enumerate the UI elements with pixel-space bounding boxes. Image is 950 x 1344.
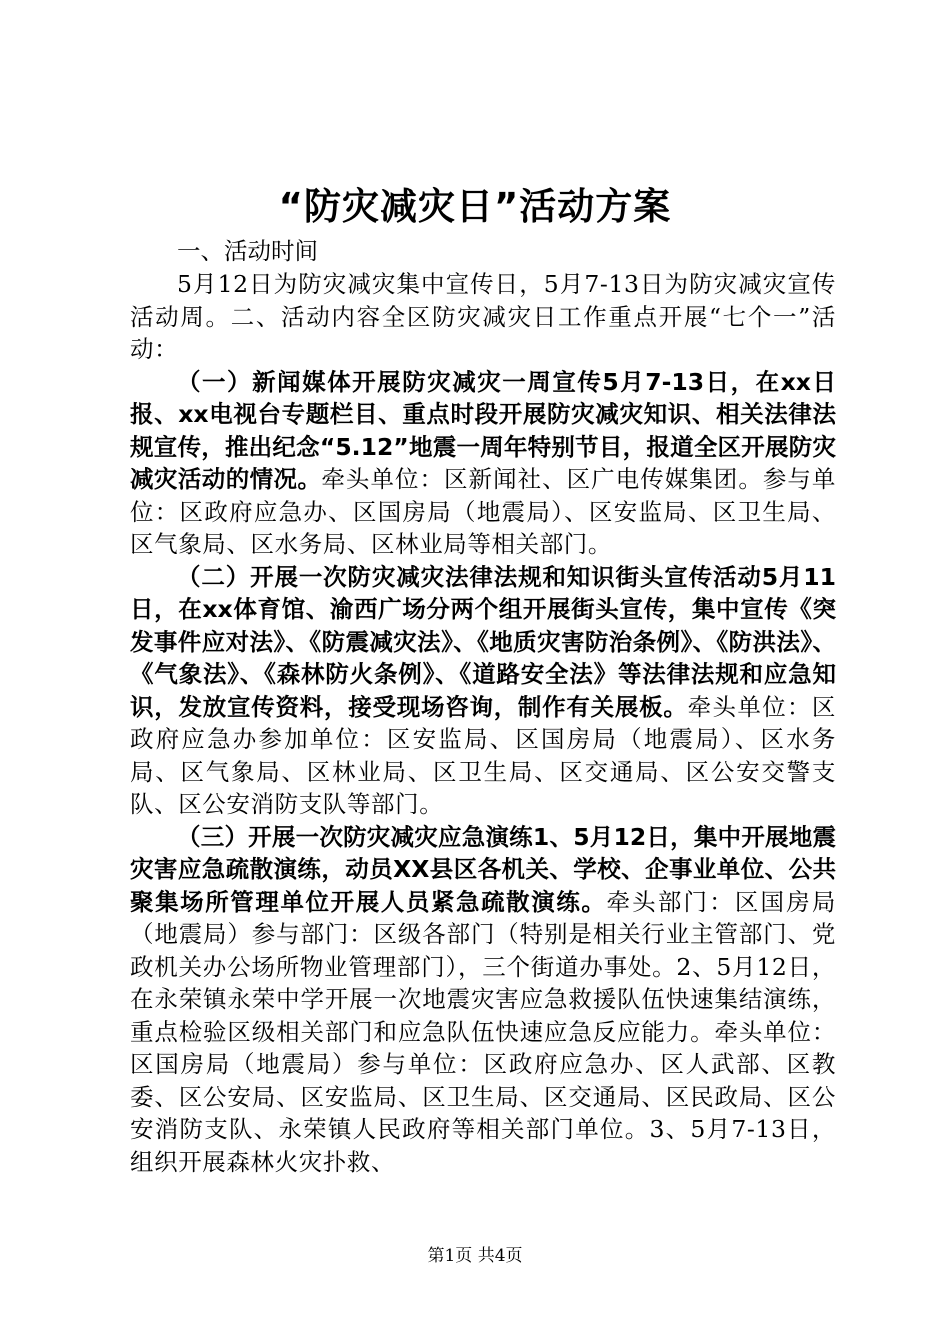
item-1-units-text: 牵头单位：区新闻社、区广电传媒集团。参与单位：区政府应急办、区国房局（地震局）、区安监局、区卫生局、区气象局、区水务局、区林业局等相关部门。 (130, 465, 836, 558)
paragraph-item-1 (130, 366, 836, 561)
item-3-units-text: 牵头部门：区国房局（地震局）参与部门：区级各部门（特别是相关行业主管部门、党政机关办公场所物业管理部门），三个街道办事处。2、5月12日，在永荣镇永荣中学开展一次地震灾害应急救援队伍快速集结演练，重点检验区级相关部门和应急队伍快速应急反应能力。牵头单位：区国房局（地震局）参与单位：区政府应急办、区人武部、区教委、区公安局、区安监局、区卫生局、区交通局、区民政局、区公安消防支队、永荣镇人民政府等相关部门单位。3、5月7-13日，组织开展森林火灾扑救、 (130, 887, 837, 1176)
section-heading-activity-time: 一、活动时间 (177, 237, 318, 265)
document-title: “防灾减灾日”活动方案 (278, 185, 672, 228)
document-body (130, 234, 836, 1178)
item-2-units-text: 牵头单位：区政府应急办参加单位：区安监局、区国房局（地震局）、区水务局、区气象局、区林业局、区卫生局、区交通局、区公安交警支队、区公安消防支队等部门。 (130, 692, 837, 818)
item-3-heading-text: （三）开展一次防灾减灾应急演练1、5月12日，集中开展地震灾害应急疏散演练，动员XX县区各机关、学校、企事业单位、公共聚集场所管理单位开展人员紧急疏散演练。 (130, 822, 836, 916)
item-1-heading-text: （一）新闻媒体开展防灾减灾一周宣传5月7-13日，在xx日报、xx电视台专题栏目、重点时段开展防灾减灾知识、相关法律法规宣传，推出纪念“5.12”地震一周年特别节目，报道全区开展防灾减灾活动的情况。 (130, 367, 836, 493)
paragraph-item-2 (130, 561, 836, 821)
page-number-footer: 第1页 共4页 (427, 1246, 523, 1266)
paragraph-activity-time: 5月12日为防灾减灾集中宣传日，5月7-13日为防灾减灾宣传活动周。二、活动内容全区防灾减灾日工作重点开展“七个一”活动： (130, 270, 836, 363)
item-2-heading-text: （二）开展一次防灾减灾法律法规和知识街头宣传活动5月11日，在xx体育馆、渝西广场分两个组开展街头宣传，集中宣传《突发事件应对法》、《防震减灾法》、《地质灾害防治条例》、《防洪法》、《气象法》、《森林防火条例》、《道路安全法》等法律法规和应急知识，发放宣传资料，接受现场咨询，制作有关展板。 (130, 562, 836, 721)
paragraph-item-3 (130, 821, 836, 1179)
